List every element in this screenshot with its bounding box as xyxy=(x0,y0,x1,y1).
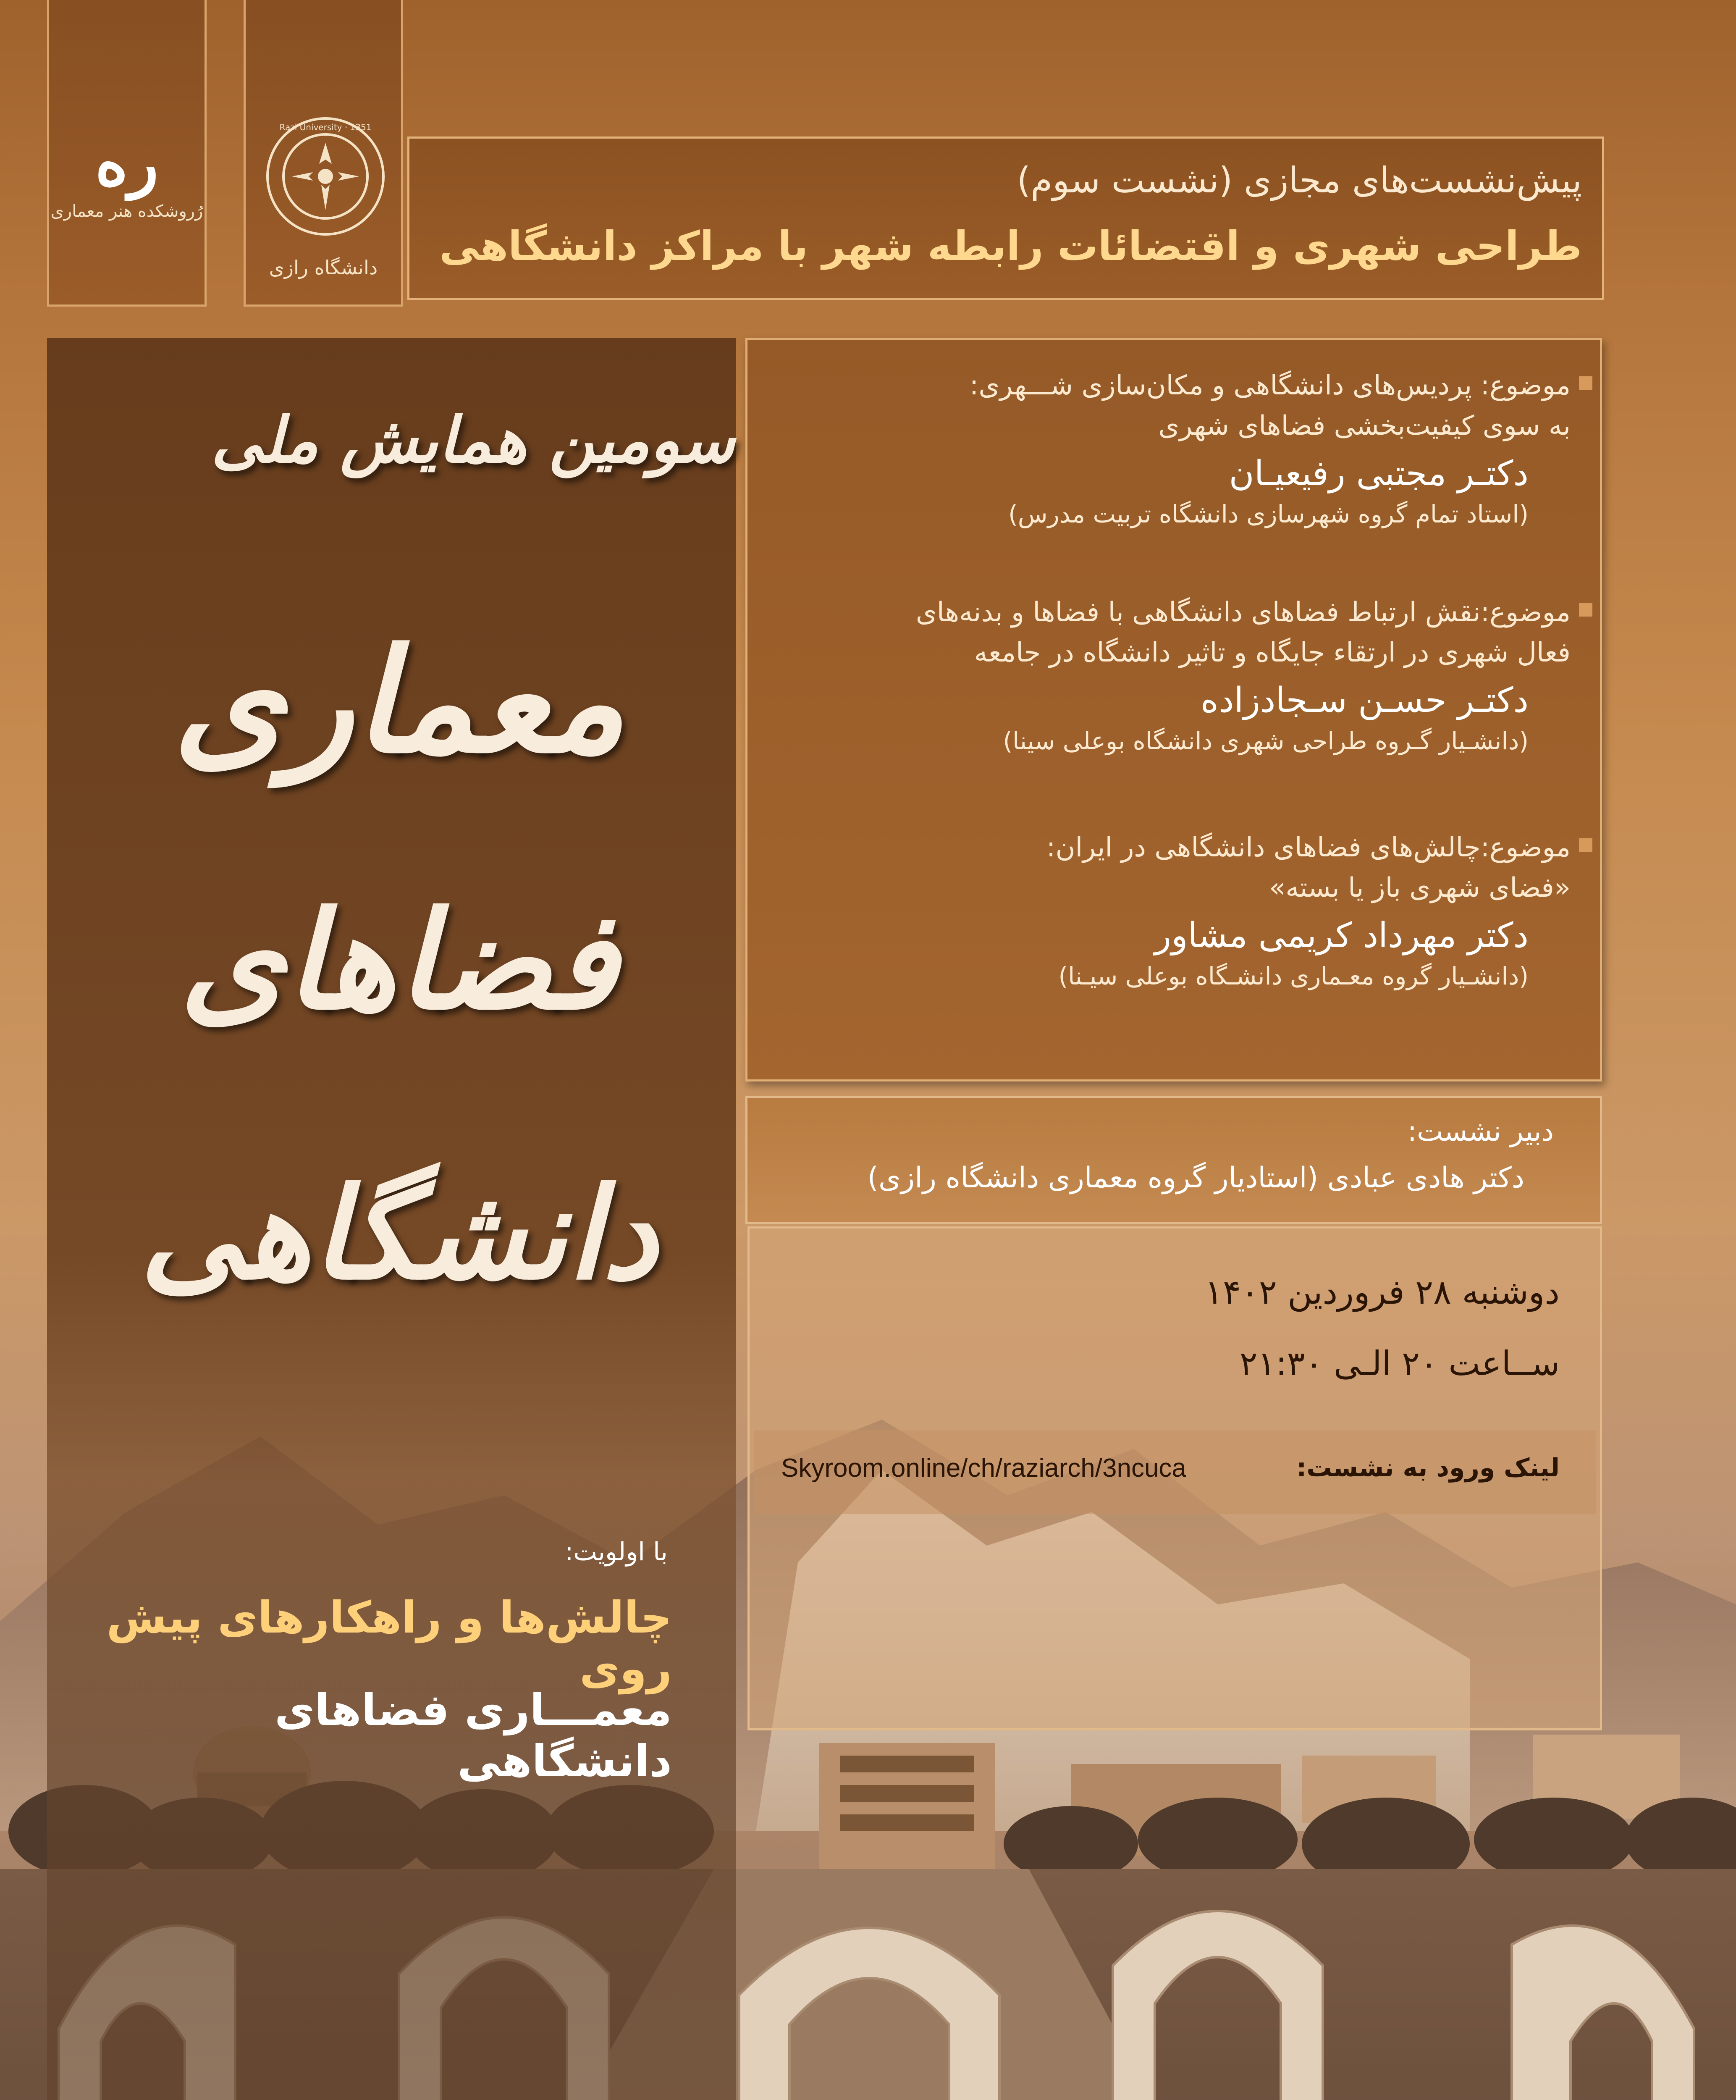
conference-title-line3: فضاهای xyxy=(179,882,619,1040)
priority-label: با اولویت: xyxy=(565,1537,668,1567)
speaker-entry-2 xyxy=(773,592,1571,761)
svg-text:Razi University · 1351: Razi University · 1351 xyxy=(279,122,372,132)
moderator-box xyxy=(745,1096,1602,1224)
speaker-topic-line2: به سوی کیفیت‌بخشی فضاهای شهری xyxy=(1158,410,1571,441)
speaker-topic-line1: موضوع: پردیس‌های دانشگاهی و مکان‌سازی شـــهری: xyxy=(969,370,1571,401)
speaker-affiliation: (دانشـیار گـروه طراحی شهری دانشگاه بوعلی سینا) xyxy=(1003,727,1529,755)
speaker-topic-line2: «فضای شهری باز یا بسته» xyxy=(1269,872,1571,903)
bullet-square-icon xyxy=(1579,838,1592,852)
speaker-affiliation: (دانشـیار گروه معـماری دانشـگاه بوعلی سیـنا) xyxy=(1058,962,1529,990)
conference-title-line2: معماری xyxy=(173,617,625,785)
razi-university-logo-caption: دانشگاه رازی xyxy=(269,256,378,279)
arch-school-logo-caption: رُروشکده هنر معماری xyxy=(50,202,203,221)
speaker-entry-3 xyxy=(773,827,1571,996)
speaker-topic-line1: موضوع:چالش‌های فضاهای دانشگاهی در ایران: xyxy=(1046,832,1571,863)
bullet-square-icon xyxy=(1579,376,1592,390)
speaker-entry-1 xyxy=(773,365,1571,534)
razi-university-seal-icon xyxy=(262,113,388,239)
session-link[interactable]: Skyroom.online/ch/raziarch/3ncuca xyxy=(781,1454,1186,1483)
speakers-box xyxy=(745,338,1602,1082)
speaker-name: دکتر مهرداد کریمی مشاور xyxy=(1154,916,1529,956)
speaker-topic-line2: فعال شهری در ارتقاء جایگاه و تاثیر دانشگاه در جامعه xyxy=(974,637,1571,668)
moderator-name: دکتر هادی عبادی (استادیار گروه معماری دانشگاه رازی) xyxy=(867,1161,1524,1194)
moderator-label: دبیر نشست: xyxy=(1407,1115,1554,1147)
arch-school-logo-mark: ره xyxy=(95,126,159,200)
event-date: دوشنبه ۲۸ فروردین ۱۴۰۲ xyxy=(1205,1273,1560,1312)
conference-title-line4: دانشگاهی xyxy=(140,1159,658,1307)
event-time: ســاعت ۲۰ الـی ۲۱:۳۰ xyxy=(1239,1344,1560,1383)
session-header xyxy=(407,136,1604,300)
conference-title-line1: سومین همایش ملی xyxy=(211,403,735,477)
razi-university-logo-box xyxy=(244,0,403,307)
priority-line2: معمـــاری فضاهای دانشگاهی xyxy=(274,1684,672,1787)
bullet-square-icon xyxy=(1579,603,1592,617)
speaker-affiliation: (استاد تمام گروه شهرسازی دانشگاه تربیت مدرس) xyxy=(1008,500,1529,528)
priority-line1: چالش‌ها و راهکارهای پیش روی xyxy=(106,1592,672,1694)
session-series-title: پیش‌نشست‌های مجازی (نشست سوم) xyxy=(1017,160,1582,201)
speaker-name: دکتـر مجتبی رفیعیـان xyxy=(1229,454,1529,494)
speaker-name: دکتـر حسـن سـجادزاده xyxy=(1200,680,1529,720)
session-topic-title: طراحی شهری و اقتضائات رابطه شهر با مراکز دانشگاهی xyxy=(439,223,1582,270)
speaker-topic-line1: موضوع:نقش ارتباط فضاهای دانشگاهی با فضاها و بدنه‌های xyxy=(915,597,1571,628)
session-link-label: لینک ورود به نشست: xyxy=(1296,1453,1560,1483)
arch-school-logo-box xyxy=(47,0,207,307)
